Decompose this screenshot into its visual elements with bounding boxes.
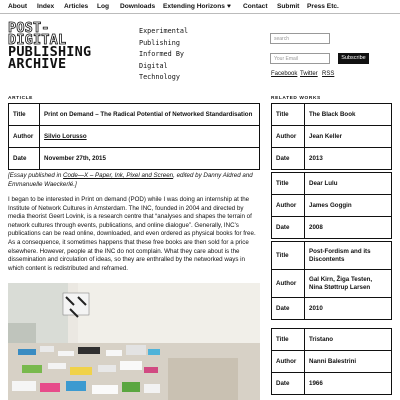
related-author: Gal Kirn, Žiga Testen, Nina Støttrup Larsen	[305, 270, 392, 298]
logo-line-2: DIGITAL	[8, 32, 67, 48]
logo-line-3: PUBLISHING	[8, 44, 92, 60]
twitter-link[interactable]: Twitter	[300, 71, 318, 77]
meta-key: Date	[9, 148, 40, 170]
meta-key: Date	[272, 217, 305, 239]
nav-submit[interactable]: Submit	[277, 3, 300, 10]
meta-key: Author	[272, 270, 305, 298]
meta-key: Title	[272, 329, 305, 351]
nav-log[interactable]: Log	[97, 3, 110, 10]
meta-key: Author	[9, 126, 40, 148]
table-row	[272, 148, 392, 170]
related-title[interactable]: The Black Book	[305, 104, 392, 126]
tagline-line: Technology	[139, 73, 180, 81]
meta-key: Date	[272, 298, 305, 320]
table-row	[272, 329, 392, 351]
photo-illustration	[8, 283, 260, 400]
meta-key: Date	[272, 373, 305, 395]
rss-link[interactable]: RSS	[322, 71, 335, 77]
nav-contact[interactable]: Contact	[243, 3, 268, 10]
related-author: Nanni Balestrini	[305, 351, 392, 373]
tagline-line: Experimental	[139, 27, 189, 35]
meta-key: Author	[272, 195, 305, 217]
related-date: 1966	[305, 373, 392, 395]
tagline-line: Digital	[139, 61, 168, 70]
meta-key: Title	[272, 242, 305, 270]
article-meta-table	[8, 103, 260, 170]
table-row	[272, 351, 392, 373]
logo-line-4: ARCHIVE	[8, 56, 67, 72]
related-title[interactable]: Dear Lulu	[305, 173, 392, 195]
meta-key: Title	[272, 173, 305, 195]
related-author: Jean Keller	[305, 126, 392, 148]
related-works-label: RELATED WORKS	[271, 96, 321, 101]
nav-articles[interactable]: Articles	[64, 3, 89, 10]
table-row	[9, 126, 260, 148]
table-row	[272, 195, 392, 217]
table-row	[272, 126, 392, 148]
intro-link[interactable]: Code—X – Paper, Ink, Pixel and Screen	[63, 172, 174, 179]
intro-text: , edited by Danny Aldred and Emmanuelle Waeckerlé.]	[8, 172, 253, 188]
meta-key: Title	[272, 104, 305, 126]
related-work-4[interactable]	[271, 328, 392, 395]
related-work-3[interactable]	[271, 241, 392, 320]
table-row	[272, 373, 392, 395]
article-photo	[8, 283, 260, 400]
intro-text: [Essay published in	[8, 172, 64, 179]
heart-icon[interactable]: ♥	[227, 3, 231, 10]
related-date: 2008	[305, 217, 392, 239]
table-row	[272, 217, 392, 239]
table-row	[272, 270, 392, 298]
nav-press[interactable]: Press Etc.	[307, 3, 339, 10]
related-title[interactable]: Post-Fordism and its Discontents	[305, 242, 392, 270]
facebook-link[interactable]: Facebook	[271, 71, 298, 77]
site-logo[interactable]	[8, 22, 91, 70]
tagline-line: Publishing	[139, 38, 180, 47]
article-author	[40, 126, 260, 148]
nav-extending-horizons[interactable]: Extending Horizons	[163, 3, 225, 10]
nav-downloads[interactable]: Downloads	[120, 3, 156, 10]
table-row	[272, 242, 392, 270]
site-tagline	[139, 26, 259, 84]
article-title: Print on Demand – The Radical Potential of Networked Standardisation	[40, 104, 260, 126]
related-work-1[interactable]	[271, 103, 392, 170]
nav-index[interactable]: Index	[37, 3, 55, 10]
table-row	[9, 148, 260, 170]
meta-key: Date	[272, 148, 305, 170]
meta-key: Author	[272, 126, 305, 148]
tagline-line: Informed By	[139, 50, 185, 58]
table-row	[9, 104, 260, 126]
search-input[interactable]: search	[270, 33, 330, 44]
table-row	[272, 104, 392, 126]
author-link[interactable]: Silvio Lorusso	[44, 133, 87, 140]
related-date: 2010	[305, 298, 392, 320]
meta-key: Title	[9, 104, 40, 126]
article-body: I began to be interested in Print on demand (POD) while I was doing an internship at the Institute of Network Cultures in Amsterdam. The INC, founded in 2004 and directed by media theorist Geert Lovink, is a research centre that “analyses and shapes the terrain of network cultures through events, publications, and online dialogue”. Generally, INC’s publications can be read online, downloaded, and even ordered as physical books for free. As a consequence, it sometimes happens that these free books are then sold for a price elsewhere. However, people at the INC do not complain. What they care about is the dissemination and circulation of ideas, so they are enthralled by the networked ways in which content is redistributed and reframed.	[8, 196, 256, 272]
email-field[interactable]: Your Email	[270, 53, 330, 64]
related-title[interactable]: Tristano	[305, 329, 392, 351]
table-row	[272, 298, 392, 320]
subscribe-button[interactable]: Subscribe	[338, 53, 369, 64]
meta-key: Author	[272, 351, 305, 373]
related-work-2[interactable]	[271, 172, 392, 239]
table-row	[272, 173, 392, 195]
logo-line-1: POST-	[8, 20, 50, 36]
top-nav	[0, 0, 400, 14]
nav-about[interactable]: About	[8, 3, 28, 10]
related-author: James Goggin	[305, 195, 392, 217]
related-date: 2013	[305, 148, 392, 170]
article-label: ARTICLE	[8, 96, 33, 101]
article-date: November 27th, 2015	[40, 148, 260, 170]
article-intro	[8, 172, 260, 189]
